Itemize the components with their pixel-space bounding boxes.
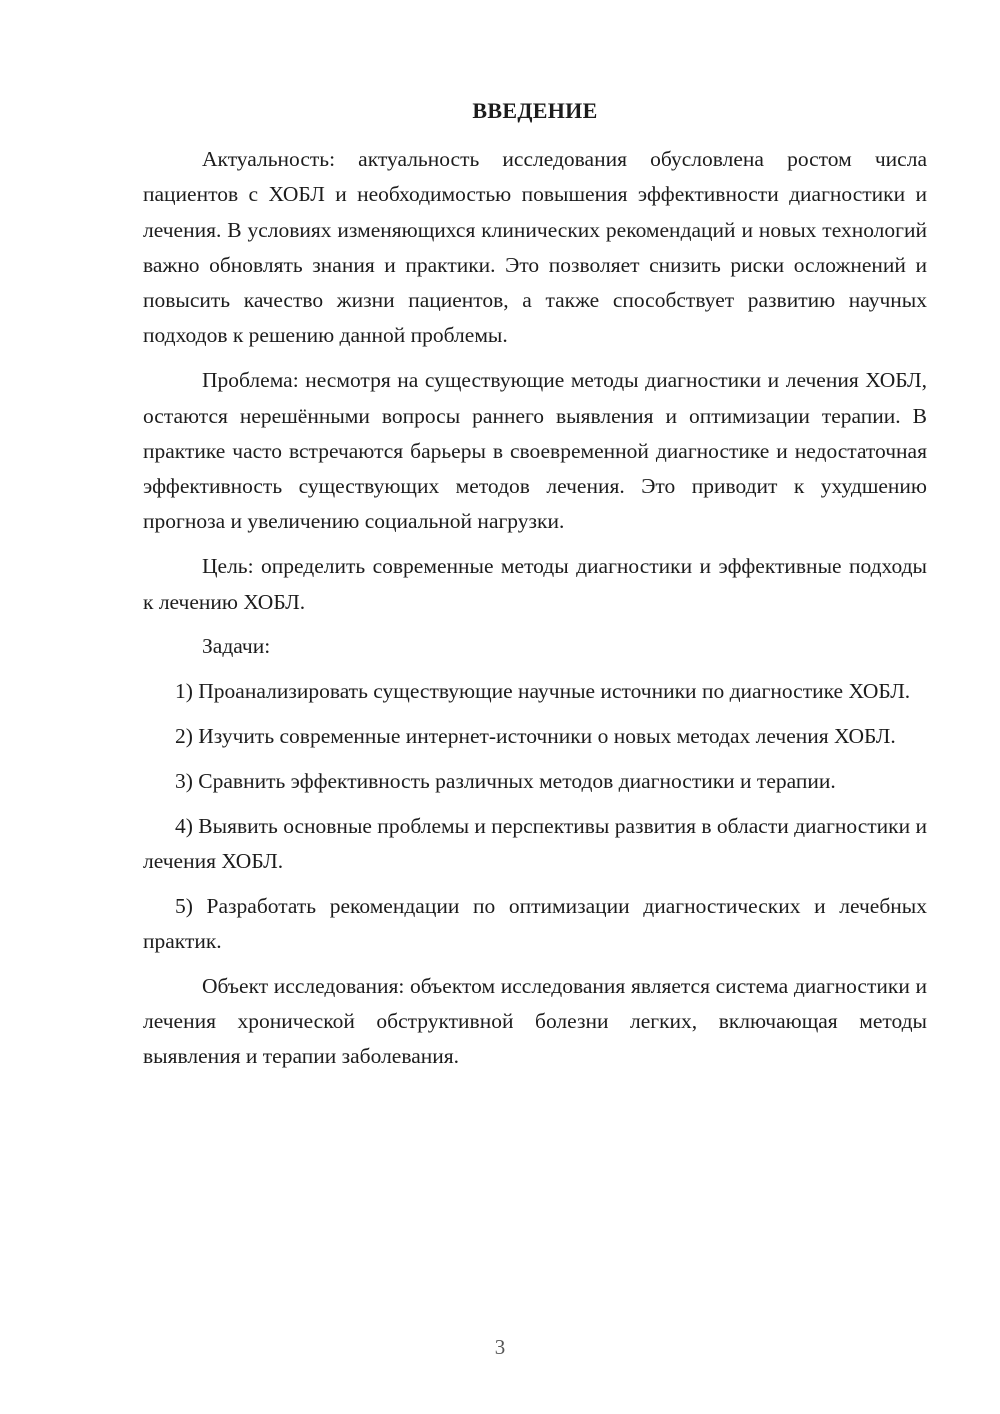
object-paragraph: Объект исследования: объектом исследования является система диагностики и лечения хронической обструктивной болезни легких, включающая методы выявления и терапии заболевания. <box>143 973 927 1069</box>
tasks-label: Задачи: <box>202 634 271 659</box>
task-item: 1) Проанализировать существующие научные источники по диагностике ХОБЛ. <box>175 679 911 704</box>
tasks-list <box>143 674 927 959</box>
document-body <box>143 142 927 1075</box>
section-heading: ВВЕДЕНИЕ <box>472 98 598 123</box>
task-item: 3) Сравнить эффективность различных методов диагностики и терапии. <box>175 768 836 793</box>
goal-paragraph: Цель: определить современные методы диагностики и эффективные подходы к лечению ХОБЛ. <box>143 554 927 614</box>
task-item: 5) Разработать рекомендации по оптимизации диагностических и лечебных практик. <box>143 893 927 953</box>
page-number: 3 <box>494 1335 506 1359</box>
problem-paragraph: Проблема: несмотря на существующие методы диагностики и лечения ХОБЛ, остаются нерешёнными вопросы раннего выявления и оптимизации терапии. В практике часто встречаются барьеры в своевременной диагностике и недостаточная эффективность существующих методов лечения. Это приводит к ухудшению прогноза и увеличению социальной нагрузки. <box>143 368 927 534</box>
task-item: 4) Выявить основные проблемы и перспективы развития в области диагностики и лечения ХОБЛ. <box>143 813 927 873</box>
task-item: 2) Изучить современные интернет-источники о новых методах лечения ХОБЛ. <box>175 723 896 748</box>
relevance-paragraph: Актуальность: актуальность исследования обусловлена ростом числа пациентов с ХОБЛ и необходимостью повышения эффективности диагностики и лечения. В условиях изменяющихся клинических рекомендаций и новых технологий важно обновлять знания и практики. Это позволяет снизить риски осложнений и повысить качество жизни пациентов, а также способствует развитию научных подходов к решению данной проблемы. <box>143 147 927 348</box>
